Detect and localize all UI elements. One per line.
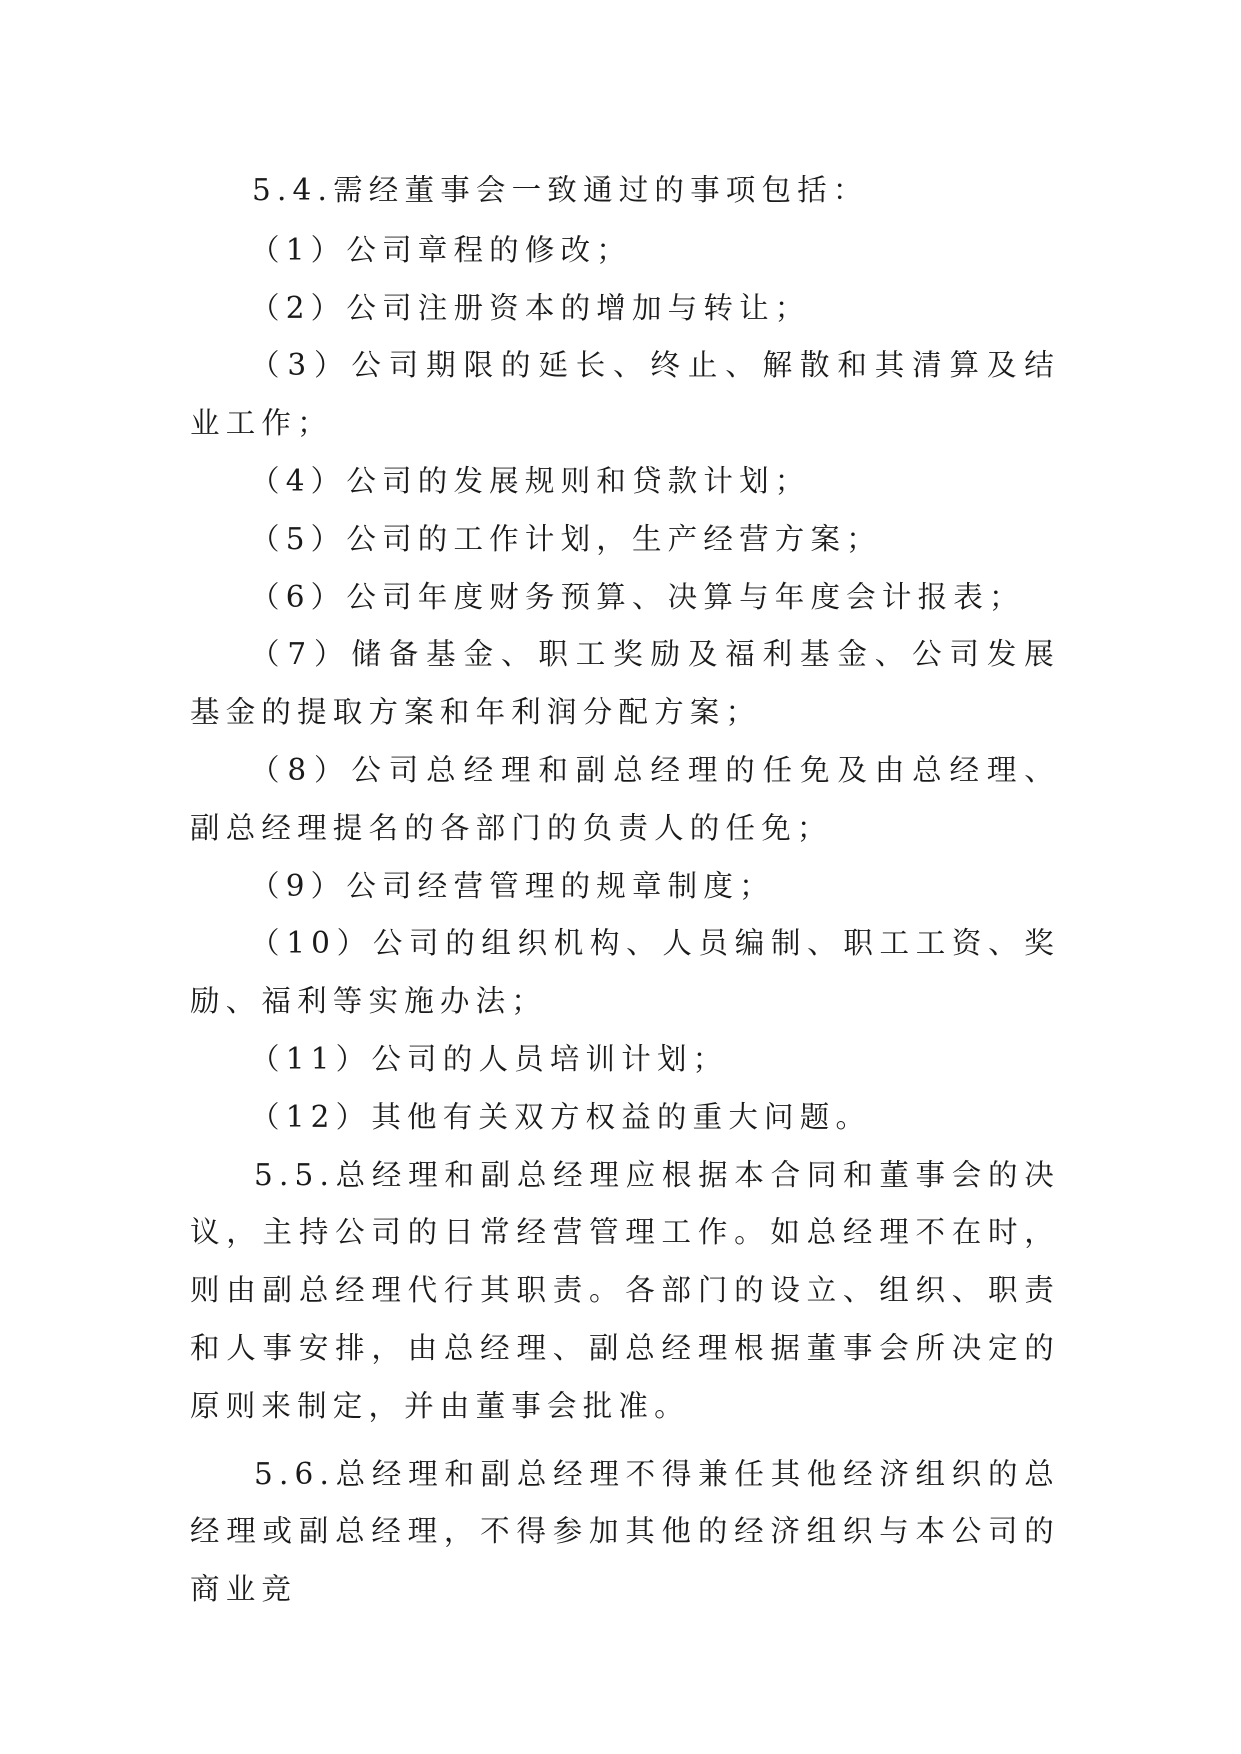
list-item-6: （6）公司年度财务预算、决算与年度会计报表； bbox=[250, 579, 1025, 614]
list-item-9: （9）公司经营管理的规章制度； bbox=[250, 868, 775, 903]
list-item-10: （10）公司的组织机构、人员编制、职工工资、奖励、福利等实施办法； bbox=[190, 926, 1060, 1019]
list-item-3: （3）公司期限的延长、终止、解散和其清算及结业工作； bbox=[190, 348, 1060, 441]
list-item-8: （8）公司总经理和副总经理的任免及由总经理、副总经理提名的各部门的负责人的任免； bbox=[190, 752, 1060, 845]
section-5-6-paragraph: 5.6.总经理和副总经理不得兼任其他经济组织的总经理或副总经理，不得参加其他的经济组织与本公司的商业竞 bbox=[190, 1456, 1060, 1607]
list-item-7: （7）储备基金、职工奖励及福利基金、公司发展基金的提取方案和年利润分配方案； bbox=[190, 637, 1060, 730]
section-5-4-heading: 5.4.需经董事会一致通过的事项包括： bbox=[252, 173, 869, 207]
section-5-5-paragraph: 5.5.总经理和副总经理应根据本合同和董事会的决议，主持公司的日常经营管理工作。如总经理不在时，则由副总经理代行其职责。各部门的设立、组织、职责和人事安排，由总经理、副总经理根据董事会所决定的原则来制定，并由董事会批准。 bbox=[190, 1157, 1060, 1423]
list-item-5: （5）公司的工作计划，生产经营方案； bbox=[250, 521, 882, 556]
document-body bbox=[190, 162, 1060, 1619]
list-item-4: （4）公司的发展规则和贷款计划； bbox=[250, 463, 811, 498]
list-item-1: （1）公司章程的修改； bbox=[250, 232, 632, 267]
list-item-12: （12）其他有关双方权益的重大问题。 bbox=[250, 1099, 872, 1134]
list-item-2: （2）公司注册资本的增加与转让； bbox=[250, 290, 811, 325]
list-item-11: （11）公司的人员培训计划； bbox=[250, 1041, 729, 1076]
